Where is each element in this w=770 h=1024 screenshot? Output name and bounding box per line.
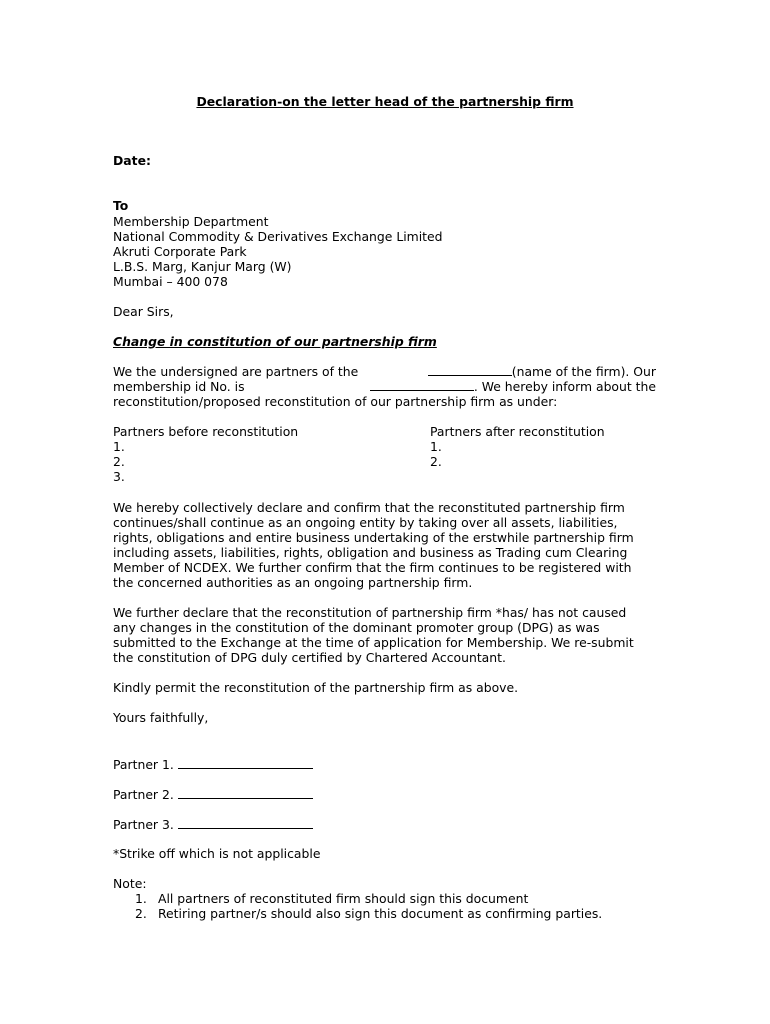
- paragraph-2-line: the concerned authorities as an ongoing partnership firm.: [113, 575, 473, 590]
- partners-before-item: 1.: [113, 439, 125, 454]
- partners-before-item: 3.: [113, 469, 125, 484]
- signature-partner-1: [113, 756, 313, 772]
- partners-after-item: 1.: [430, 439, 442, 454]
- note-item: [135, 891, 528, 906]
- firm-name-blank: [428, 364, 512, 376]
- paragraph-3-line: the constitution of DPG duly certified by Chartered Accountant.: [113, 650, 506, 665]
- para1-text: membership id No. is: [113, 379, 245, 394]
- note-number: 2.: [135, 906, 147, 921]
- address-line: L.B.S. Marg, Kanjur Marg (W): [113, 259, 292, 274]
- membership-id-blank-group: [370, 379, 656, 394]
- note-text: All partners of reconstituted firm should sign this document: [158, 891, 529, 906]
- signature-line: [178, 816, 313, 829]
- closing: Yours faithfully,: [113, 710, 209, 725]
- firm-name-blank-group: [428, 364, 656, 379]
- partners-after-item: 2.: [430, 454, 442, 469]
- paragraph-2-line: continues/shall continue as an ongoing entity by taking over all assets, liabilities,: [113, 515, 618, 530]
- address-line: Membership Department: [113, 214, 269, 229]
- membership-id-blank: [370, 379, 474, 391]
- to-label: To: [113, 198, 129, 213]
- note-item: [135, 906, 602, 921]
- para1-text: (name of the firm). Our: [511, 364, 656, 379]
- signature-partner-3: [113, 816, 313, 832]
- paragraph-2-line: rights, obligations and entire business undertaking of the erstwhile partnership firm: [113, 530, 634, 545]
- note-label: Note:: [113, 876, 147, 891]
- paragraph-1-line-2: [113, 379, 656, 394]
- subject-line: Change in constitution of our partnership firm: [113, 334, 437, 349]
- paragraph-3-line: any changes in the constitution of the dominant promoter group (DPG) as was: [113, 620, 600, 635]
- paragraph-3-line: We further declare that the reconstitution of partnership firm *has/ has not caused: [113, 605, 627, 620]
- document-title: Declaration-on the letter head of the partnership firm: [196, 94, 574, 109]
- partners-before-heading: Partners before reconstitution: [113, 424, 299, 439]
- date-label: Date:: [113, 153, 151, 168]
- paragraph-3-line: submitted to the Exchange at the time of application for Membership. We re-submit: [113, 635, 634, 650]
- paragraph-2-line: We hereby collectively declare and confirm that the reconstituted partnership firm: [113, 500, 625, 515]
- partners-before-item: 2.: [113, 454, 125, 469]
- paragraph-1-line-1: [113, 364, 656, 379]
- signature-line: [178, 786, 313, 799]
- address-line: National Commodity & Derivatives Exchange Limited: [113, 229, 443, 244]
- paragraph-2-line: including assets, liabilities, rights, obligation and business as Trading cum Clearing: [113, 545, 628, 560]
- para1-text: . We hereby inform about the: [473, 379, 656, 394]
- paragraph-2-line: Member of NCDEX. We further confirm that the firm continues to be registered with: [113, 560, 632, 575]
- partners-after-heading: Partners after reconstitution: [430, 424, 605, 439]
- signature-line: [178, 756, 313, 769]
- footnote: *Strike off which is not applicable: [113, 846, 321, 861]
- salutation: Dear Sirs,: [113, 304, 174, 319]
- signature-partner-2: [113, 786, 313, 802]
- paragraph-4: Kindly permit the reconstitution of the partnership firm as above.: [113, 680, 519, 695]
- address-line: Mumbai – 400 078: [113, 274, 228, 289]
- signature-label: Partner 3.: [113, 817, 174, 832]
- note-number: 1.: [135, 891, 147, 906]
- address-line: Akruti Corporate Park: [113, 244, 247, 259]
- note-text: Retiring partner/s should also sign this document as confirming parties.: [158, 906, 603, 921]
- para1-text: We the undersigned are partners of the: [113, 364, 359, 379]
- signature-label: Partner 2.: [113, 787, 174, 802]
- paragraph-1-line-3: reconstitution/proposed reconstitution of our partnership firm as under:: [113, 394, 558, 409]
- signature-label: Partner 1.: [113, 757, 174, 772]
